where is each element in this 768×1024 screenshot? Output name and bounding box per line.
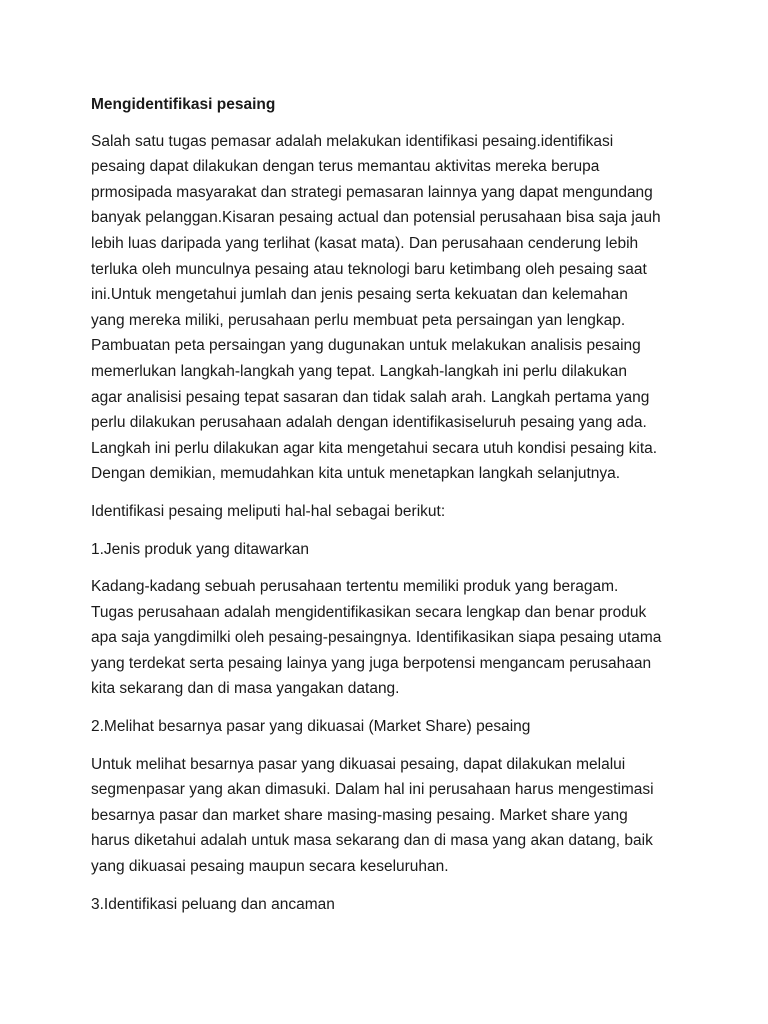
text-line: banyak pelanggan.Kisaran pesaing actual dan potensial perusahaan bisa saja jauh bbox=[91, 209, 661, 227]
text-line: harus diketahui adalah untuk masa sekarang dan di masa yang akan datang, baik bbox=[91, 832, 653, 850]
text-line: Salah satu tugas pemasar adalah melakukan identifikasi pesaing.identifikasi bbox=[91, 132, 614, 150]
text-line: lebih luas daripada yang terlihat (kasat mata). Dan perusahaan cenderung lebih bbox=[91, 234, 639, 252]
text-line: besarnya pasar dan market share masing-masing pesaing. Market share yang bbox=[91, 806, 628, 824]
list-intro: Identifikasi pesaing meliputi hal-hal sebagai berikut: bbox=[91, 502, 446, 520]
section-3-title: 3.Identifikasi peluang dan ancaman bbox=[91, 895, 335, 913]
text-line: Langkah ini perlu dilakukan agar kita mengetahui secara utuh kondisi pesaing kita. bbox=[91, 439, 658, 457]
text-line: prmosipada masyarakat dan strategi pemasaran lainnya yang dapat mengundang bbox=[91, 183, 653, 201]
text-line: yang terdekat serta pesaing lainya yang juga berpotensi mengancam perusahaan bbox=[91, 654, 652, 672]
document-page bbox=[91, 92, 691, 929]
text-line: Untuk melihat besarnya pasar yang dikuasai pesaing, dapat dilakukan melalui bbox=[91, 755, 626, 773]
intro-paragraph bbox=[91, 129, 691, 487]
section-1-paragraph bbox=[91, 574, 691, 702]
text-line: yang mereka miliki, perusahaan perlu membuat peta persaingan yan lengkap. bbox=[91, 311, 626, 329]
text-line: Dengan demikian, memudahkan kita untuk menetapkan langkah selanjutnya. bbox=[91, 465, 621, 483]
text-line: ini.Untuk mengetahui jumlah dan jenis pesaing serta kekuatan dan kelemahan bbox=[91, 286, 628, 304]
text-line: apa saja yangdimilki oleh pesaing-pesaingnya. Identifikasikan siapa pesaing utama bbox=[91, 629, 662, 647]
text-line: terluka oleh munculnya pesaing atau teknologi baru ketimbang oleh pesaing saat bbox=[91, 260, 647, 278]
text-line: Pambuatan peta persaingan yang dugunakan untuk melakukan analisis pesaing bbox=[91, 337, 641, 355]
text-line: pesaing dapat dilakukan dengan terus memantau aktivitas mereka berupa bbox=[91, 158, 600, 176]
text-line: agar analisisi pesaing tepat sasaran dan tidak salah arah. Langkah pertama yang bbox=[91, 388, 650, 406]
text-line: kita sekarang dan di masa yangakan datang. bbox=[91, 680, 400, 698]
text-line: segmenpasar yang akan dimasuki. Dalam hal ini perusahaan harus mengestimasi bbox=[91, 781, 654, 799]
text-line: perlu dilakukan perusahaan adalah dengan identifikasiseluruh pesaing yang ada. bbox=[91, 414, 647, 432]
section-2-paragraph bbox=[91, 752, 691, 880]
section-2-title: 2.Melihat besarnya pasar yang dikuasai (Market Share) pesaing bbox=[91, 718, 531, 736]
document-title: Mengidentifikasi pesaing bbox=[91, 96, 276, 113]
text-line: yang dikuasai pesaing maupun secara keseluruhan. bbox=[91, 858, 449, 876]
text-line: memerlukan langkah-langkah yang tepat. Langkah-langkah ini perlu dilakukan bbox=[91, 362, 627, 380]
text-line: Tugas perusahaan adalah mengidentifikasikan secara lengkap dan benar produk bbox=[91, 603, 647, 621]
text-line: Kadang-kadang sebuah perusahaan tertentu memiliki produk yang beragam. bbox=[91, 578, 619, 596]
section-1-title: 1.Jenis produk yang ditawarkan bbox=[91, 540, 309, 558]
